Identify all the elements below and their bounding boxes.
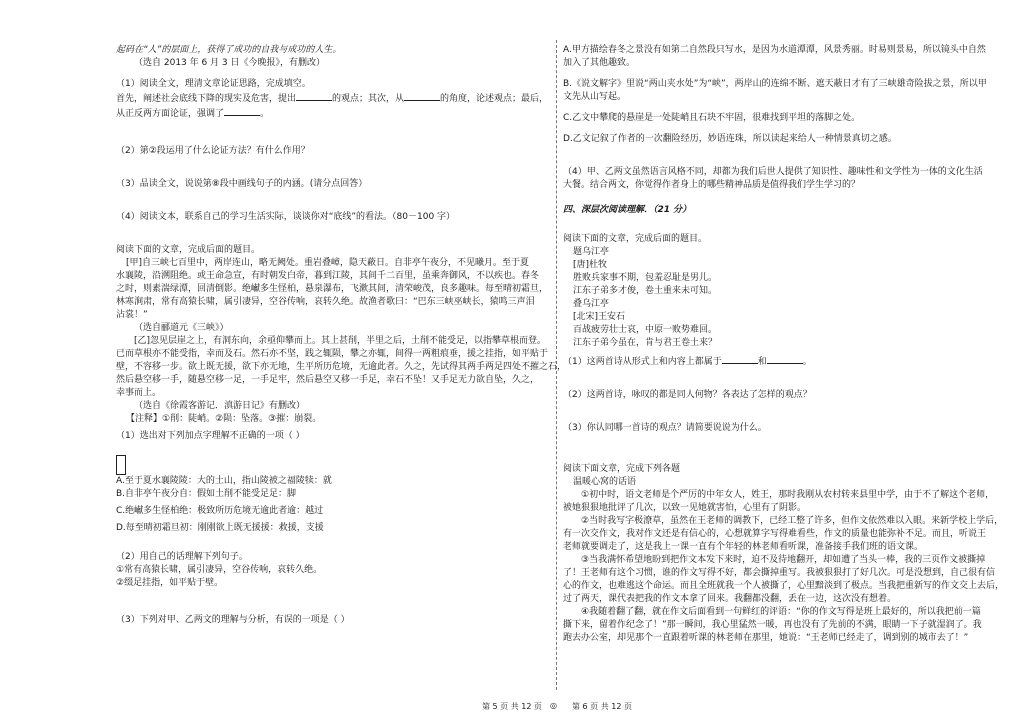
story-line: 心的作文，也难逃这个命运。而且全班就我一个人被撕了，心里黯淡到了极点。当我把重新写的作文交上去后， <box>563 581 1005 591</box>
page-number-left: 第 5 页 共 12 页 <box>482 702 542 711</box>
reading-intro: 阅读下面的文章，完成后面的题目。 <box>116 245 261 255</box>
passage-jia-line: 之时，则素湍绿潭，回清倒影。绝𪩘多生怪柏，悬泉瀑布，飞漱其间，清荣峻茂，良多趣味。每至晴初霜旦， <box>116 284 549 294</box>
question-4-line: （4）甲、乙两文虽然语言风格不同，却都为我们后世人提供了知识性、趣味性和文学性为一体的文化生活 <box>563 167 983 177</box>
story-line: 老师就要调走了，这是我上一课一直有个年轻的林老师看听课，准备接手我们班的语文课。 <box>563 542 924 552</box>
passage-jia-line: 林寒涧肃，常有高猿长啸，属引凄异，空谷传响，哀转久绝。故渔者歌曰：“巴东三峡巫峡长，猿鸣三声泪 <box>116 297 535 307</box>
passage-yi-source: （选自《徐霞客游记．滇游日记》有删改） <box>134 401 306 411</box>
question-2: （2）第②段运用了什么论证方法？有什么作用？ <box>116 146 310 156</box>
question-6-item-2: ②缀足挂指，如平贴于壁。 <box>116 578 224 588</box>
story-line: 过了两天，课代表把我的作文本拿了回来。我翻都没翻，丢在一边，这次没有想着。 <box>563 594 897 604</box>
passage-yi-line: 然后悬空移一手，随悬空移一足，一手足牢，然后悬空又移一手足，幸石不坠！又手足无力欲自坠，久之， <box>116 375 540 385</box>
poem-1-line: 江东子弟多才俊，卷土重来未可知。 <box>573 286 718 296</box>
poem-1-author: [唐]杜牧 <box>573 260 608 270</box>
poem-question-1: （1）这两首诗从形式上和内容上都属于 和 。 <box>563 354 921 369</box>
poem-2-line: 百战疲劳壮士哀，中原一败势难回。 <box>573 325 718 335</box>
story-line: 了！王老师有这个习惯，谁的作文写得不好，都会撕掉重写。我被狠狠打了好几次。可是没想到，自己很有信 <box>563 568 996 578</box>
reading-intro: 阅读下面的文章，完成后面的题目。 <box>563 234 708 244</box>
poem-2-title: 叠乌江亭 <box>573 299 610 309</box>
reading-2-intro: 阅读下面文章，完成下列各题 <box>563 464 681 474</box>
page-number-right: 第 6 页 共 12 页 <box>572 702 632 711</box>
question-1-line-2: 从正反两方面论证，强调了 。 <box>116 106 550 121</box>
poem-question-2: （2）这两首诗，咏叹的都是同人何物？各表达了怎样的观点？ <box>563 390 812 400</box>
story-line: ④我随着翻了翻，就在作文后面看到一句鲜红的评语：“你的作文写得是班上最好的，所以我把前一篇 <box>581 607 981 617</box>
story-title: 温暖心窝的话语 <box>573 477 637 487</box>
question-1-line-1: 首先，阐述社会底线下降的现实及危害，提出 的观点；其次，从 的角度，论述观点；最后， <box>116 91 550 106</box>
right-column <box>563 44 1005 645</box>
answer-box[interactable] <box>116 455 126 475</box>
option-a: A.至于夏水襄陵陵：大的土山，指山陵被之福陵犊：就 <box>116 476 332 486</box>
intro-line-1: 起码在“人”的层面上，获得了成功的自我与成功的人生。 <box>116 45 342 55</box>
passage-jia-line: 水襄陵，沿溯阻绝。或王命急宣，有时朝发白帝，暮到江陵，其间千二百里，虽乘奔御风，不以疾也。春冬 <box>116 271 540 281</box>
story-line: 跑去办公室，却见那个一直跟着听课的林老师在那里，她说：“王老师已经走了，调到别的城市去了！” <box>563 633 969 643</box>
intro-source: （选自 2013 年 6 月 3 日《今晚报》，有删改） <box>134 58 326 68</box>
option-b-line: 文先从山写起。 <box>563 92 627 102</box>
passage-yi-line: [乙]忽见层崖之上，有洞东向，余亟仰攀而上。其上甚削，半里之后，土削不能受足，以指攀草根而登。 <box>134 336 547 346</box>
story-line: ②当时我写字极潦草，虽然在王老师的调教下，已经工整了许多，但作文依然难以入眼。来新学校上学后， <box>581 516 1004 526</box>
section-heading: 四、深层次阅读理解．（21 分） <box>563 205 692 215</box>
option-b: B.自非亭午夜分自：假如土削不能受足足：脚 <box>116 489 297 499</box>
question-5: （1）选出对下列加点字理解不正确的一项（ ） <box>116 431 305 441</box>
poem-question-3: （3）你认同哪一首诗的观点？请简要说说为什么。 <box>563 423 767 433</box>
option-d: D.每至晴初霜旦初：刚刚欲上既无援援：救援，支援 <box>116 523 324 533</box>
answer-blank[interactable] <box>296 91 332 101</box>
question-4: （4）阅读文本，联系自己的学习生活实际，谈谈你对“底线”的看法。（80－100 字） <box>116 212 456 222</box>
answer-blank[interactable] <box>224 106 260 116</box>
question-7: （3）下列对甲、乙两文的理解与分析，有误的一项是（ ） <box>116 615 350 625</box>
poem-2-line: 江东子弟今虽在，肯与君王卷土来？ <box>573 338 718 348</box>
option-a-line: A.甲方描绘春冬之景没有如第二自然段只写水，是因为水道潭潭，风景秀丽。时易则景易，所以镜头中自然 <box>563 45 986 55</box>
poem-1-title: 题乌江亭 <box>573 247 610 257</box>
story-line: ①初中时，语文老师是个严厉的中年女人，姓王，那时我刚从农村转来县里中学，由于不了解这个老师， <box>581 490 995 500</box>
story-line: 有一次交作文，我对作文还是有信心的，心想就算字写得难看些，作文的质量也能弥补不足。而且，听说王 <box>563 529 987 539</box>
question-6-stem: （2）用自己的话理解下列句子。 <box>116 552 248 562</box>
story-line: 被她狠狠地批评了几次，以致一见她就害怕，心里有了阴影。 <box>563 503 807 513</box>
poem-1-line: 胜败兵家事不期，包羞忍耻是男儿。 <box>573 273 718 283</box>
question-1-stem: （1）阅读全文，理清文章论证思路，完成填空。 <box>116 79 311 89</box>
passage-jia-source: （选自郦道元《三峡》） <box>134 323 229 333</box>
option-c: C.乙文中攀爬的悬崖是一处陡峭且石块不牢固，很难找到平坦的落脚之处。 <box>563 113 861 123</box>
option-b-line: B.《说文解字》里说“两山夹水处”为“峡”，两岸山的连绵不断、遮天蔽日才有了三峡雄奇险拔之景，所以甲 <box>563 79 987 89</box>
story-line: ③当我满怀希望地盼到把作文本发下来时，迫不及待地翻开，却如遭了当头一棒，我的三页作文被撕掉 <box>581 555 986 565</box>
annotation-note: 【注释】①削：陡峭。②陨：坠落。③摧：崩裂。 <box>126 414 322 424</box>
passage-jia-line: [甲]自三峡七百里中，两岸连山，略无阙处。重岩叠嶂，隐天蔽日。自非亭午夜分，不见曦月。至于夏 <box>126 258 530 268</box>
passage-yi-line: 壁，不容移一步。欲上既无援，欲下亦无地，生平所历危境，无逾此者。久之，先试得其两手两足四处不摧之石， <box>116 362 567 372</box>
option-a-line: 加入了其他趣致。 <box>563 58 636 68</box>
binding-mark: ◎ <box>550 701 557 710</box>
answer-blank[interactable] <box>404 91 440 101</box>
question-4-line: 大餐。结合两文，你觉得作者身上的哪些精神品质是值得我们学生学习的？ <box>563 180 861 190</box>
poem-2-author: [北宋]王安石 <box>573 312 626 322</box>
question-6-item-1: ①常有高猿长啸，属引凄异，空谷传响，哀转久绝。 <box>116 565 323 575</box>
left-column <box>116 44 567 627</box>
option-d: D.乙文记叙了作者的一次翻险经历，妙语连珠，所以读起来给人一种情景真切之感。 <box>563 134 897 144</box>
passage-yi-line: 已而草根亦不能受指，幸而及石。然石亦不坚，践之辄陨，攀之亦辄，间得一两粗痕垂，援之挂指，如平贴于 <box>116 349 549 359</box>
option-c: C.绝𪩘多生怪柏绝：极致所历危境无逾此者逾：越过 <box>116 506 324 516</box>
story-line: 撕下来，留着作纪念了！”那一瞬间，我心里猛然一暖，再也没有了先前的不满，眼睛一下子就湿润了。我 <box>563 620 982 630</box>
question-3: （3）品读全文，说说第⑧段中画线句子的内涵。(请分点回答） <box>116 179 368 189</box>
answer-blank[interactable] <box>767 354 803 364</box>
passage-jia-line: 沾裳！” <box>116 310 148 320</box>
passage-yi-line: 幸事而上。 <box>116 388 162 398</box>
answer-blank[interactable] <box>722 354 758 364</box>
